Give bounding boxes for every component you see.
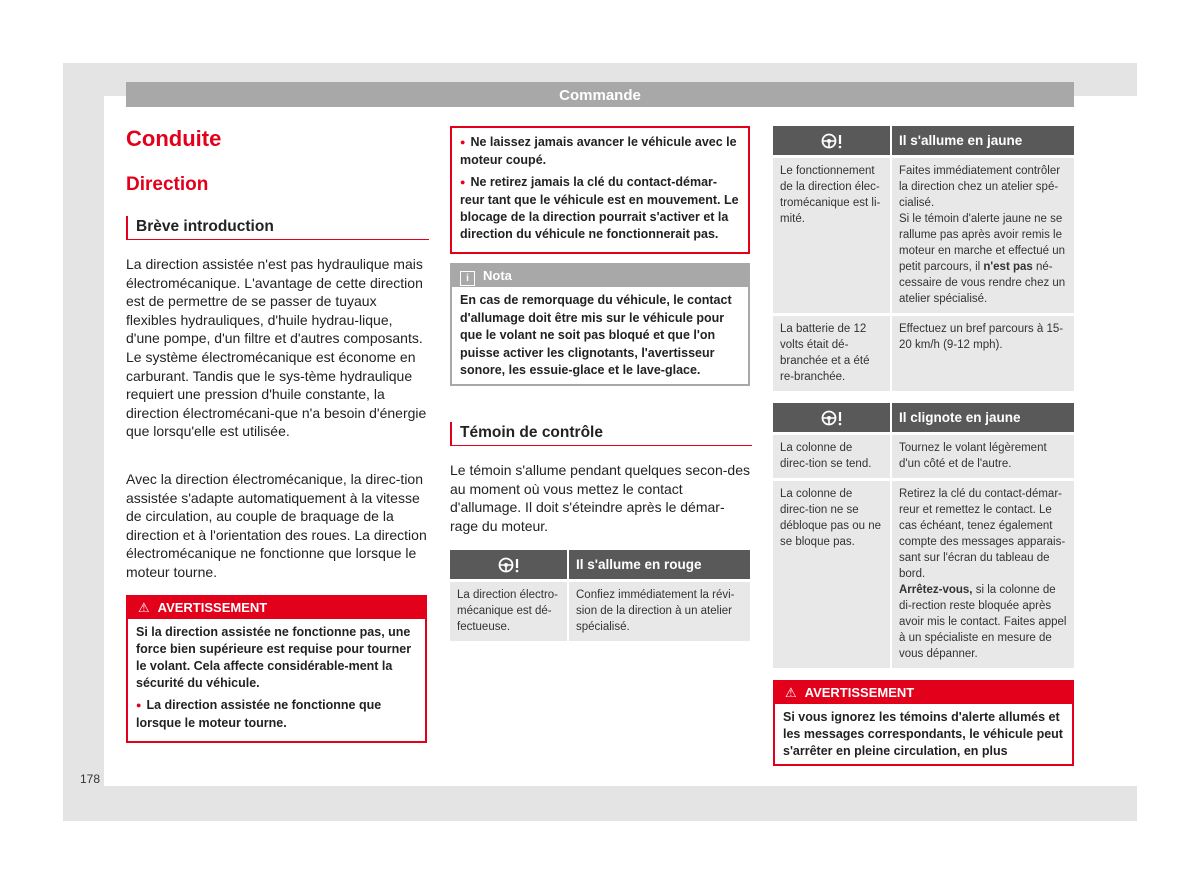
- warning-box-continued: [450, 126, 750, 254]
- warning-body: [452, 128, 748, 252]
- table-icon-cell: [773, 126, 891, 157]
- warning-triangle-icon: ⚠: [138, 600, 150, 615]
- indicator-table-red: [450, 550, 750, 641]
- table-icon-cell: [450, 550, 568, 581]
- table-cell-cause: La colonne de direc-tion se tend.: [773, 434, 891, 480]
- info-icon: i: [460, 271, 475, 286]
- action-text: Si le témoin d'alerte jaune ne se rallume pas après avoir remis le moteur en marche et effectué un petit parcours, il: [899, 213, 1065, 273]
- table-row: [773, 315, 1074, 392]
- warning-bullet: ● Ne retirez jamais la clé du contact-démar-reur tant que le véhicule est en mouvement. Le blocage de la direction pourrait s'activer et la direction du véhicule ne fonctionnerait pas.: [460, 174, 740, 243]
- action-text: Retirez la clé du contact-démar-reur et remettez le contact. Le cas échéant, tenez également compte des messages apparais-sant sur l'écran du tableau de bord.: [899, 488, 1066, 580]
- subsection-heading: Témoin de contrôle: [450, 422, 752, 446]
- action-text: né-cessaire de vous rendre chez un atelier spécialisé.: [899, 261, 1066, 305]
- steering-warning-icon: [495, 557, 523, 573]
- warning-header: [128, 597, 425, 619]
- warning-label: AVERTISSEMENT: [157, 600, 268, 615]
- action-bold-text: Arrêtez-vous,: [899, 584, 973, 596]
- table-row: [773, 480, 1074, 669]
- table-cell-cause: La direction électro-mécanique est dé-fectueuse.: [450, 581, 568, 642]
- steering-warning-icon: [818, 133, 846, 149]
- action-bold-text: n'est pas: [983, 261, 1033, 273]
- section-title: Direction: [126, 174, 209, 195]
- table-cell-action: [891, 157, 1074, 315]
- section-header: Commande: [126, 82, 1074, 107]
- action-text: Faites immédiatement contrôler la direction chez un atelier spé-cialisé.: [899, 165, 1061, 209]
- warning-triangle-icon: ⚠: [785, 685, 797, 700]
- warning-bullet: ● La direction assistée ne fonctionne que lorsque le moteur tourne.: [136, 697, 417, 732]
- subsection-heading: Brève introduction: [126, 216, 429, 240]
- table-row: [773, 157, 1074, 315]
- table-header: Il s'allume en jaune: [891, 126, 1074, 157]
- note-header: [452, 265, 748, 287]
- table-row: [450, 581, 750, 642]
- warning-box: [126, 595, 427, 743]
- table-cell-action: Effectuez un bref parcours à 15-20 km/h (9-12 mph).: [891, 315, 1074, 392]
- note-text: En cas de remorquage du véhicule, le contact d'allumage doit être mis sur le véhicule pour que le volant ne soit pas bloqué et que l'on puisse activer les clignotants, l'avertisseur sonore, les essuie-glace et le lave-glace.: [460, 293, 732, 377]
- indicator-paragraph: Le témoin s'allume pendant quelques secon-des au moment où vous mettez le contact d'allumage. Il doit s'éteindre après le démar-rage du moteur.: [450, 462, 750, 534]
- warning-label: AVERTISSEMENT: [804, 685, 915, 700]
- table-row: [773, 434, 1074, 480]
- warning-box: [773, 680, 1074, 766]
- indicator-table-blinking: [773, 403, 1074, 668]
- table-cell-cause: Le fonctionnement de la direction élec-tromécanique est li-mité.: [773, 157, 891, 315]
- steering-warning-icon: [818, 410, 846, 426]
- table-header: Il clignote en jaune: [891, 403, 1074, 434]
- warning-text: Si vous ignorez les témoins d'alerte allumés et les messages correspondants, le véhicule peut s'arrêter en pleine circulation, en plus: [783, 710, 1063, 758]
- warning-bullet: ● Ne laissez jamais avancer le véhicule avec le moteur coupé.: [460, 134, 740, 169]
- indicator-table-yellow: [773, 126, 1074, 391]
- table-cell-action: Confiez immédiatement la révi-sion de la direction à un atelier spécialisé.: [568, 581, 750, 642]
- table-cell-cause: La batterie de 12 volts était dé-branchée et a été re-branchée.: [773, 315, 891, 392]
- page-number: 178: [80, 772, 101, 786]
- action-text: si la colonne de di-rection reste bloquée après avoir mis le contact. Faites appel à un spécialiste en mesure de vous dépanner.: [899, 584, 1067, 660]
- intro-paragraph-2: Avec la direction électromécanique, la direc-tion assistée s'adapte automatiquement à la vitesse de circulation, au couple de braquage de la direction et à l'orientation des roues. La direction électromécanique ne fonctionne que lorsque le moteur tourne.: [126, 471, 427, 580]
- table-header: Il s'allume en rouge: [568, 550, 750, 581]
- warning-text: Si la direction assistée ne fonctionne pas, une force bien supérieure est requise pour tourner le volant. Cela affecte considérable-ment la sécurité du véhicule.: [136, 625, 412, 690]
- table-cell-action: Tournez le volant légèrement d'un côté et de l'autre.: [891, 434, 1074, 480]
- warning-body: [128, 619, 425, 741]
- note-label: Nota: [483, 268, 512, 283]
- note-box: [450, 263, 750, 386]
- warning-header: [775, 682, 1072, 704]
- table-cell-cause: La colonne de direc-tion ne se débloque pas ou ne se bloque pas.: [773, 480, 891, 669]
- table-icon-cell: [773, 403, 891, 434]
- chapter-title: Conduite: [126, 126, 222, 151]
- table-cell-action: [891, 480, 1074, 669]
- intro-paragraph-1: La direction assistée n'est pas hydraulique mais électromécanique. L'avantage de cette direction est de permettre de se passer de tuyaux flexibles hydrauliques, d'huile hydrau-lique, d'une pompe, d'un filtre et d'autres composants. Le système électromécanique est économe en carburant. Tandis que le sys-tème hydraulique requiert une pression d'huile constante, la direction électromécani-que n'a besoin d'énergie que lorsqu'elle est utilisée.: [126, 256, 427, 440]
- warning-body: [775, 704, 1072, 764]
